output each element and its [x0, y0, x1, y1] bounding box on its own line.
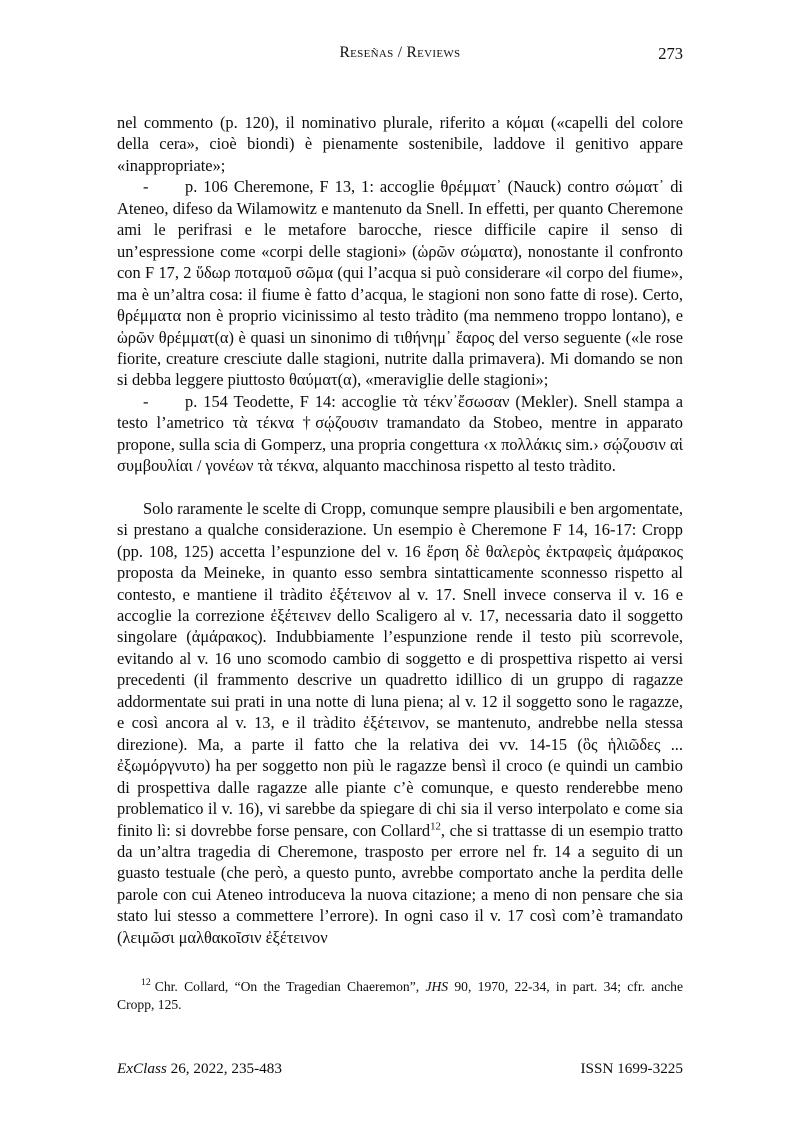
paragraph-text: nel commento (p. 120), il nominativo plurale, riferito a κόμαι («capelli del colore della cera», cioè biondi) è pienamente sostenibile, laddove il genitivo appare «inappropriate»;	[117, 113, 683, 175]
footnote-journal-title: JHS	[425, 979, 449, 994]
body-text	[117, 112, 683, 948]
running-head	[117, 44, 683, 66]
running-head-title: Reseñas / Reviews	[339, 44, 461, 61]
footnote-area	[117, 978, 683, 1014]
footnote-number: 12	[141, 977, 151, 989]
footnote-12	[117, 978, 683, 1014]
paragraph-text: p. 154 Teodette, F 14: accoglie τὰ τέκν᾽ἔσωσαν (Mekler). Snell stampa a testo l’ametrico τὰ τέκνα †σῴζουσιν tramandato da Stobeo, mentre in apparato propone, sulla scia di Gomperz, una propria congettura ‹x πολλάκις sim.› σῴζουσιν αἱ συμβουλίαι / γονέων τὰ τέκνα, alquanto macchinosa rispetto al testo tràdito.	[117, 391, 683, 476]
running-foot	[117, 1060, 683, 1082]
paragraph-text: Solo raramente le scelte di Cropp, comunque sempre plausibili e ben argomentate, si prestano a qualche considerazione. Un esempio è Cheremone F 14, 16-17: Cropp (pp. 108, 125) accetta l’espunzione del v. 16 ἕρση δὲ θαλερὸς ἐκτραφεὶς ἀμάρακος proposta da Meineke, in quanto esso sembra sintatticamente sconnesso rispetto al contesto, e mantiene il tràdito ἐξέτεινον al v. 17. Snell invece conserva il v. 16 e accoglie la correzione ἐξέτεινεν dello Scaligero al v. 17, necessaria dato il soggetto singolare (ἀμάρακος). Indubbiamente l’espunzione rende il testo più scorrevole, evitando al v. 16 uno scomodo cambio di soggetto e di prospettiva rispetto ai versi precedenti (il frammento descrive un quadretto idillico di un gruppo di ragazze addormentate sui prati in una notte di luna piena; al v. 12 il soggetto sono le ragazze, e così ancora al v. 13, e il tràdito ἐξέτεινον, se mantenuto, andrebbe nella stessa direzione). Ma, a parte il fatto che la relativa dei vv. 14-15 (ὃς ἡλιῶδες ... ἐξωμόργνυτο) ha per soggetto non più le ragazze bensì il croco (e quindi un cambio di prospettiva dalle ragazze alle piante c’è comunque, e questo renderebbe meno problematico il v. 16), vi sarebbe da spiegare di chi sia il verso interpolato e come sia finito lì: si dovrebbe forse pensare, con Collard	[117, 498, 683, 840]
paragraph-text-continued: , che si trattasse di un esempio tratto da un’altra tragedia di Cheremone, trasposto per errore nel fr. 14 a seguito di un guasto testuale (che però, a questo punto, avrebbe comportato anche la perdita delle parole con cui Ateneo introduceva la nuova citazione; a meno di non pensare che sia stato lui stesso a commettere l’errore). In ogni caso il v. 17 così com’è tramandato (λειμῶσι μαλθακοῖσιν ἐξέτεινον	[117, 820, 683, 947]
paragraph-teodette-f14	[117, 391, 683, 477]
page-number: 273	[658, 44, 683, 63]
footnote-text-continued: 90, 1970, 22-34, in part. 34; cfr. anche Cropp, 125.	[117, 979, 683, 1013]
footnote-text: Chr. Collard, “On the Tragedian Chaeremon”,	[154, 979, 426, 994]
paragraph-cropp-scelte	[117, 498, 683, 949]
page-content	[117, 0, 683, 1129]
dash-bullet: -	[143, 391, 149, 411]
paragraph-cheremone-f13	[117, 176, 683, 391]
journal-volume-pages: 26, 2022, 235-483	[166, 1060, 282, 1077]
journal-citation	[117, 1060, 282, 1078]
paragraph-komai	[117, 112, 683, 176]
issn: ISSN 1699-3225	[580, 1060, 683, 1077]
dash-bullet: -	[143, 177, 149, 197]
journal-name: ExClass	[117, 1060, 167, 1077]
paragraph-text: p. 106 Cheremone, F 13, 1: accoglie θρέμματ᾽ (Nauck) contro σώματ᾽ di Ateneo, difeso da Wilamowitz e mantenuto da Snell. In effetti, per quanto Cheremone ami le perifrasi e le metafore barocche, riesce difficile capire il senso di un’espressione come «corpi delle stagioni» (ὡρῶν σώματα), nonostante il confronto con F 17, 2 ὕδωρ ποταμοῦ σῶμα (qui l’acqua si può considerare «il corpo del fiume», ma è un’altra cosa: il fiume è fatto d’acqua, le stagioni non sono fatte di rose). Certo, θρέμματα non è proprio vicinissimo al testo tràdito (ma nemmeno troppo lontano), e ὡρῶν θρέμματ(α) è quasi un sinonimo di τιθήνημ᾽ ἔαρος del verso seguente («le rose fiorite, creature cresciute dalle stagioni, nutrite dalla primavera). Mi domando se non si debba leggere piuttosto θαύματ(α), «meraviglie delle stagioni»;	[117, 177, 683, 390]
footnote-reference-12[interactable]: 12	[430, 820, 441, 833]
